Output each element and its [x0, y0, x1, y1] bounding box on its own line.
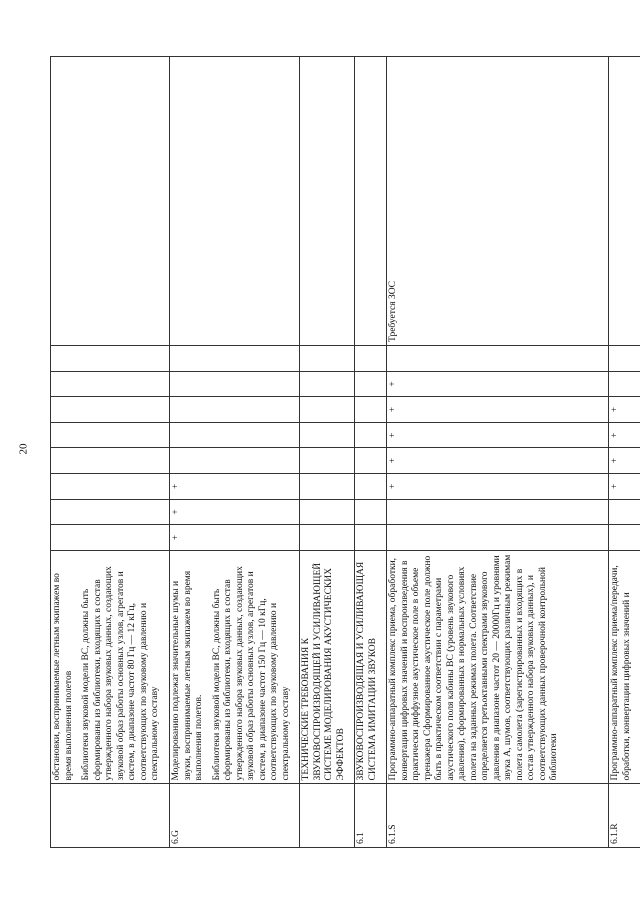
level-mark-cell	[51, 448, 170, 474]
level-mark-cell	[51, 499, 170, 525]
description-paragraph: Библиотеки звуковой модели ВС, должны быть сформированы из библиотеки, входящих в состав утвержденного набора звуковых данных, создающих звуковой образ работы основных узлов, агрегатов и систем, в диапазоне частот 80 Гц — 12 кГц, соответствующих по звуковому давлению и спектральному составу	[81, 566, 160, 781]
table-body	[51, 57, 640, 848]
level-mark-cell: +	[170, 525, 300, 551]
level-mark-cell	[300, 371, 355, 397]
table-row	[387, 57, 609, 848]
description-paragraph: Моделированию подлежат значительные шумы и звуки, воспринимаемые летным экипажем во время выполнения полетов.	[171, 570, 204, 781]
level-mark-cell: +	[387, 371, 609, 397]
level-mark-cell	[387, 346, 609, 372]
level-mark-cell	[170, 422, 300, 448]
level-mark-cell	[355, 525, 387, 551]
level-mark-cell	[51, 346, 170, 372]
level-mark-cell	[300, 499, 355, 525]
table-row	[355, 57, 387, 848]
level-mark-cell: +	[609, 397, 640, 423]
level-mark-cell	[170, 371, 300, 397]
description-paragraph: ТЕХНИЧЕСКИЕ ТРЕБОВАНИЯ К ЗВУКОВОСПРОИЗВОДЯЩЕЙ И УСИЛИВАЮЩЕЙ СИСТЕМЕ МОДЕЛИРОВАНИЯ АКУСТИЧЕСКИХ ЭФФЕКТОВ	[301, 562, 346, 781]
level-mark-cell	[51, 371, 170, 397]
level-mark-cell	[355, 422, 387, 448]
level-mark-cell: +	[387, 474, 609, 500]
description-paragraph: Библиотеки звуковой модели ВС, должны быть сформированы из библиотеки, входящих в состав утвержденного набора звуковых данных, создающих звуковой образ работы основных узлов, агрегатов и систем, в диапазоне частот 150 Гц — 10 кГц, соответствующих по звуковому давлению и спектральному составу	[211, 566, 291, 781]
description-paragraph: ЗВУКОВОСПРОИЗВОДЯЩАЯ И УСИЛИВАЮЩАЯ СИСТЕМА ИМИТАЦИИ ЗВУКОВ	[356, 561, 378, 781]
level-mark-cell	[170, 346, 300, 372]
level-mark-cell	[355, 397, 387, 423]
row-note	[51, 57, 170, 346]
row-description	[51, 550, 170, 784]
level-mark-cell	[609, 371, 640, 397]
level-mark-cell	[170, 448, 300, 474]
rotated-table-wrapper	[50, 56, 632, 848]
level-mark-cell	[355, 346, 387, 372]
description-paragraph: обстановки, воспринимаемые летным экипажем во время выполнения полетов	[52, 573, 74, 781]
level-mark-cell	[609, 525, 640, 551]
level-mark-cell	[609, 499, 640, 525]
level-mark-cell: +	[387, 397, 609, 423]
level-mark-cell: +	[609, 474, 640, 500]
level-mark-cell: +	[387, 422, 609, 448]
level-mark-cell	[51, 422, 170, 448]
page-number: 20	[17, 443, 30, 455]
row-note: Требуется ЗОС	[387, 57, 609, 346]
level-mark-cell: +	[170, 474, 300, 500]
row-note	[300, 57, 355, 346]
level-mark-cell	[355, 499, 387, 525]
level-mark-cell: +	[387, 448, 609, 474]
description-paragraph: Программно-аппаратный комплекс приема, обработки, конвертации цифровых значений и воспроизведения в практически диффузное акустическое поле в объеме тренажера Сформированное акустическое поле должно быть в практическом соответствии с параметрами акустического поля кабины ВС (уровень звукового давления), сформированных в нормальных условиях полета на заданных режимах полета. Соответствие определяется третьоктавными спектрами звукового давления в диапазоне частот 20 — 20000Гц и уровнями звука А, шумов, соответствующих различным режимам полета самолета (зарегистрированных и входящих в состав утвержденного набора звуковых данных), и соответствующих данных проверочной контрольной библиотеки	[388, 554, 559, 781]
table-row	[609, 57, 640, 848]
level-mark-cell	[300, 474, 355, 500]
level-mark-cell	[300, 397, 355, 423]
level-mark-cell	[387, 499, 609, 525]
row-note	[355, 57, 387, 346]
row-description	[300, 550, 355, 784]
level-mark-cell	[355, 474, 387, 500]
level-mark-cell	[300, 525, 355, 551]
row-number: 6.1	[355, 784, 387, 848]
level-mark-cell	[300, 346, 355, 372]
row-number: 6.G	[170, 784, 300, 848]
table-row	[51, 57, 170, 848]
row-note	[170, 57, 300, 346]
level-mark-cell	[387, 525, 609, 551]
level-mark-cell: +	[609, 422, 640, 448]
row-description	[609, 550, 640, 784]
row-note	[609, 57, 640, 346]
level-mark-cell: +	[609, 448, 640, 474]
level-mark-cell: +	[170, 499, 300, 525]
level-mark-cell	[170, 397, 300, 423]
level-mark-cell	[609, 346, 640, 372]
row-description	[355, 550, 387, 784]
level-mark-cell	[355, 448, 387, 474]
row-description	[387, 550, 609, 784]
description-paragraph: Программно-аппаратный комплекс приема/передачи, обработки, конвертации цифровых значений и	[610, 565, 632, 781]
row-number: 6.1.R	[609, 784, 640, 848]
level-mark-cell	[51, 397, 170, 423]
requirements-table	[50, 56, 640, 848]
level-mark-cell	[51, 525, 170, 551]
row-number: 6.1.S	[387, 784, 609, 848]
table-row	[170, 57, 300, 848]
table-row	[300, 57, 355, 848]
level-mark-cell	[300, 422, 355, 448]
level-mark-cell	[51, 474, 170, 500]
row-description	[170, 550, 300, 784]
row-number	[51, 784, 170, 848]
level-mark-cell	[300, 448, 355, 474]
row-number	[300, 784, 355, 848]
level-mark-cell	[355, 371, 387, 397]
